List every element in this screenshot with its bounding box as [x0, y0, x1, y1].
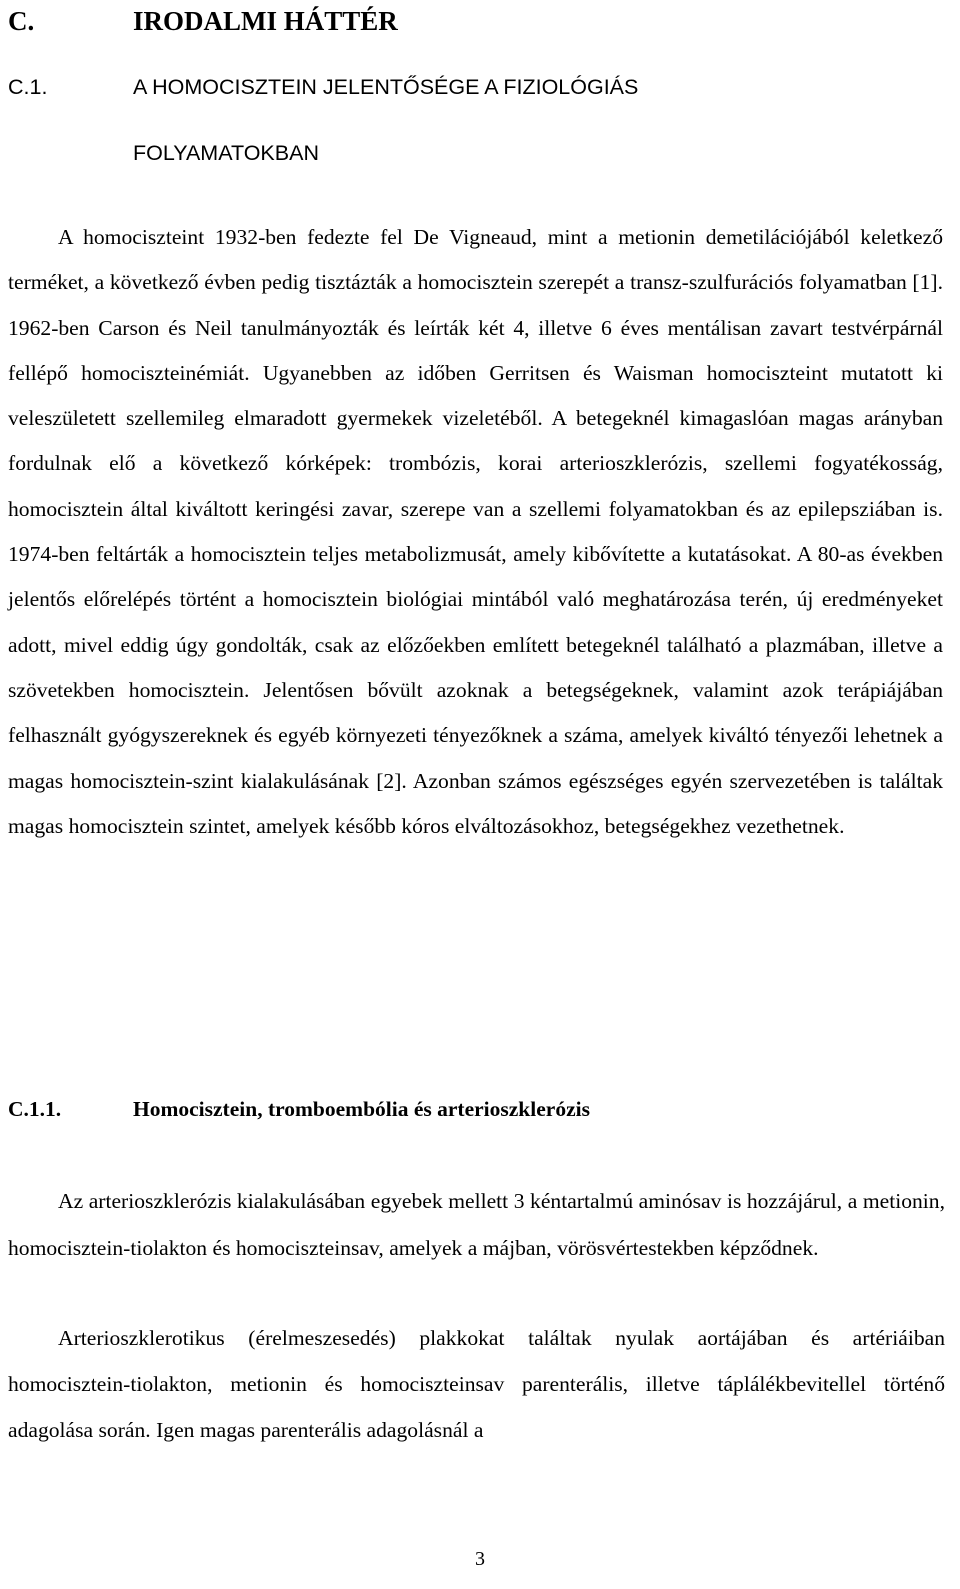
- arteriosclerosis-paragraph: Az arterioszklerózis kialakulásában egyebek mellett 3 kéntartalmú aminósav is hozzájárul, a metionin, homocisztein-tiolakton és homociszteinsav, amelyek a májban, vörösvértestekben képződnek.: [8, 1189, 945, 1260]
- intro-paragraph: A homociszteint 1932-ben fedezte fel De Vigneaud, mint a metionin demetilációjából keletkező terméket, a következő évben pedig tisztázták a homocisztein szerepét a transz-szulfurációs folyamatban [1]. 1962-ben Carson és Neil tanulmányozták és leírták két 4, illetve 6 éves mentálisan zavart testvérpárnál fellépő homociszteinémiát. Ugyanebben az időben Gerritsen és Waisman homociszteint mutatott ki veleszületett szellemileg elmaradott gyermekek vizeletéből. A betegeknél kimagaslóan magas arányban fordulnak elő a következő kórképek: trombózis, korai arterioszklerózis, szellemi fogyatékosság, homocisztein által kiváltott keringési zavar, szerepe van a szellemi folyamatokban és az epilepsziában is. 1974-ben feltárták a homocisztein teljes metabolizmusát, amely kibővítette a kutatásokat. A 80-as években jelentős előrelépés történt a homocisztein biológiai mintából való meghatározása terén, új eredményeket adott, mivel eddig úgy gondolták, csak az előzőekben említett betegeknél található a plazmában, illetve a szövetekben homocisztein. Jelentősen bővült azoknak a betegségeknek, valamint azok terápiájában felhasznált gyógyszereknek és egyéb környezeti tényezőknek a száma, amelyek kiváltó tényezői lehetnek a magas homocisztein-szint kialakulásának [2]. Azonban számos egészséges egyén szervezetében is találtak magas homocisztein szintet, amelyek később kóros elváltozásokhoz, betegségekhez vezethetnek.: [8, 225, 943, 838]
- section-heading: [8, 71, 638, 103]
- chapter-title: IRODALMI HÁTTÉR: [133, 6, 398, 36]
- chapter-heading: [8, 4, 398, 38]
- section-number: C.1.: [8, 75, 48, 99]
- subsection-title: Homocisztein, tromboembólia és arterioszklerózis: [133, 1097, 590, 1121]
- section-title-line2: FOLYAMATOKBAN: [133, 141, 319, 165]
- page-number: 3: [475, 1548, 485, 1570]
- subsection-heading: [8, 1093, 590, 1125]
- plaques-paragraph: Arterioszklerotikus (érelmeszesedés) plakkokat találtak nyulak aortájában és artériáiban homocisztein-tiolakton, metionin és homociszteinsav parenterális, illetve táplálékbevitellel történő adagolása során. Igen magas parenterális adagolásnál a: [8, 1326, 945, 1442]
- section-title-line1: A HOMOCISZTEIN JELENTŐSÉGE A FIZIOLÓGIÁS: [133, 75, 639, 99]
- subsection-number: C.1.1.: [8, 1097, 62, 1121]
- chapter-number: C.: [8, 6, 35, 36]
